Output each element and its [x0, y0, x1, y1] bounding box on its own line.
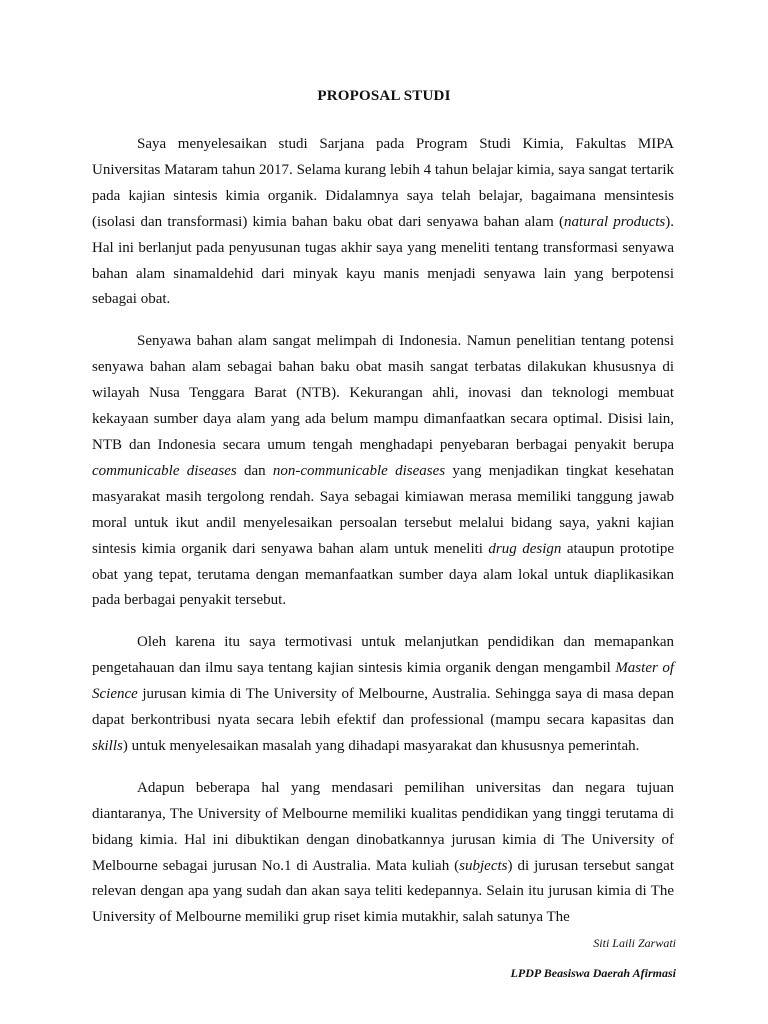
- paragraph-text: Saya menyelesaikan studi Sarjana pada Program Studi Kimia, Fakultas MIPA Universitas Mataram tahun 2017. Selama kurang lebih 4 tahun belajar kimia, saya sangat tertarik pada kajian sintesis kimia organik. Didalamnya saya telah belajar, bagaimana mensintesis (isolasi dan transformasi) kimia bahan baku obat dari senyawa bahan alam (: [92, 136, 674, 230]
- italic-term: drug design: [488, 540, 562, 557]
- italic-term: natural products: [563, 213, 666, 230]
- paragraph-3: [92, 630, 674, 760]
- document-title: PROPOSAL STUDI: [317, 88, 451, 104]
- footer-author: Siti Laili Zarwati: [593, 936, 676, 950]
- paragraph-text: Oleh karena itu saya termotivasi untuk melanjutkan pendidikan dan memapankan pengetahauan dan ilmu saya tentang kajian sintesis kimia organik dengan mengambil: [92, 634, 674, 677]
- paragraph-text: ) untuk menyelesaikan masalah yang dihadapi masyarakat dan khususnya pemerintah.: [122, 737, 640, 754]
- paragraph-text: ataupun prototipe obat yang tepat, terutama dengan memanfaatkan sumber daya alam lokal untuk diaplikasikan pada berbagai penyakit tersebut.: [92, 540, 674, 609]
- paragraph-text: jurusan kimia di The University of Melbourne, Australia. Sehingga saya di masa depan dapat berkontribusi nyata secara lebih efektif dan professional (mampu secara kapasitas dan: [92, 686, 674, 729]
- italic-term: communicable diseases: [92, 462, 237, 479]
- italic-term: Master of Science: [92, 660, 674, 703]
- document-body: [92, 132, 674, 947]
- paragraph-1: [92, 132, 674, 313]
- paragraph-text: dan: [236, 462, 273, 479]
- italic-term: skills: [92, 737, 123, 754]
- paragraph-text: Adapun beberapa hal yang mendasari pemilihan universitas dan negara tujuan diantaranya, The University of Melbourne memiliki kualitas pendidikan yang tinggi terutama di bidang kimia. Hal ini dibuktikan dengan dinobatkannya jurusan kimia di The University of Melbourne sebagai jurusan No.1 di Australia. Mata kuliah (: [92, 779, 674, 874]
- paragraph-4: [92, 776, 674, 931]
- paragraph-2: [92, 329, 674, 614]
- paragraph-text: yang menjadikan tingkat kesehatan masyarakat masih tergolong rendah. Saya sebagai kimiawan merasa memiliki tanggung jawab moral untuk ikut andil menyelesaikan persoalan tersebut melalui bidang saya, yakni kajian sintesis kimia organik dari senyawa bahan alam untuk meneliti: [92, 462, 674, 557]
- italic-term: subjects: [459, 857, 508, 874]
- paragraph-text: ) di jurusan tersebut sangat relevan dengan apa yang sudah dan akan saya teliti kedepannya. Selain itu jurusan kimia di The University of Melbourne memiliki grup riset kimia mutakhir, salah satunya The: [92, 857, 674, 926]
- paragraph-text: ). Hal ini berlanjut pada penyusunan tugas akhir saya yang meneliti tentang transformasi senyawa bahan alam sinamaldehid dari minyak kayu manis menjadi senyawa lain yang berpotensi sebagai obat.: [92, 213, 674, 308]
- paragraph-text: Senyawa bahan alam sangat melimpah di Indonesia. Namun penelitian tentang potensi senyawa bahan alam sebagai bahan baku obat masih sangat terbatas dilakukan khususnya di wilayah Nusa Tenggara Barat (NTB). Kekurangan ahli, inovasi dan teknologi membuat kekayaan sumber daya alam yang ada belum mampu dimanfaatkan secara optimal. Disisi lain, NTB dan Indonesia secara umum tengah menghadapi penyebaran berbagai penyakit berupa: [92, 333, 674, 453]
- italic-term: non-communicable diseases: [272, 462, 446, 479]
- footer-program: LPDP Beasiswa Daerah Afirmasi: [510, 966, 676, 980]
